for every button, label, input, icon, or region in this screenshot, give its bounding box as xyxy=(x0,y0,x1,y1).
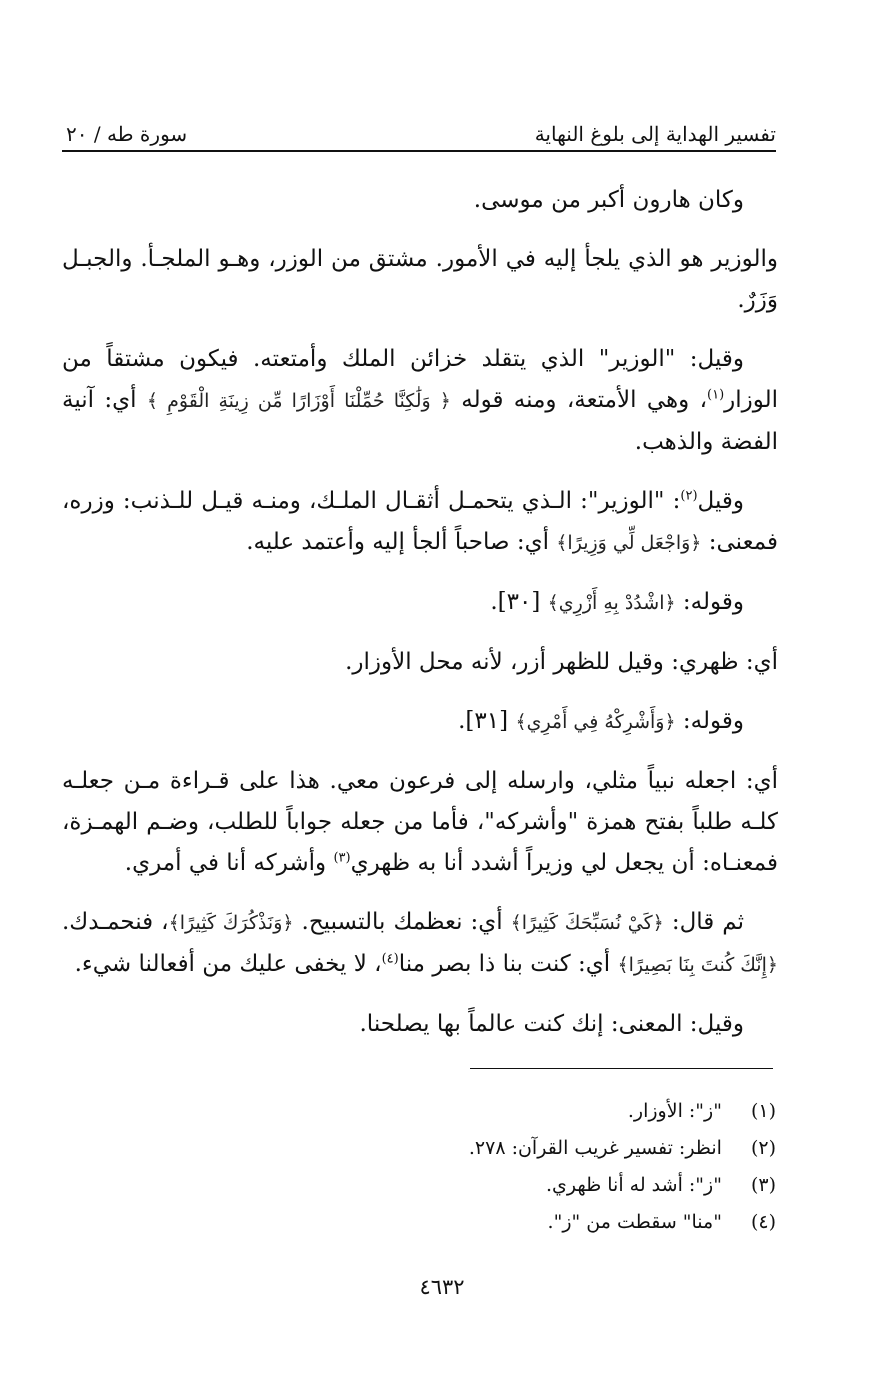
paragraph-3-text-a: وقيل: "الوزير" الذي يتقلد خزائن الملك وأمتعته. فيكون مشتقاً من الوزار xyxy=(62,346,779,413)
paragraph-9 xyxy=(62,902,778,986)
paragraph-7-text-a: وقوله: xyxy=(682,708,744,734)
footnote-2 xyxy=(300,1130,776,1167)
paragraph-4 xyxy=(62,481,778,564)
paragraph-8-text-a: أي: اجعله نبياً مثلي، وارسله إلى فرعون معي. هذا على قـراءة مـن جعلـه كلـه طلباً بفتح همزة "وأشركه"، فأما من جعله جواباً للطلب، وضـم الهمـزة، فمعنـاه: أن يجعل لي وزيراً أشدد أنا به ظهري xyxy=(62,768,778,876)
surah-label: سورة طه / ٢٠ xyxy=(66,122,188,146)
quran-verse: ﴿إِنَّكَ كُنتَ بِنَا بَصِيرًا﴾ xyxy=(617,954,778,976)
quran-verse: ﴿وَنَذْكُرَكَ كَثِيرًا﴾ xyxy=(168,912,294,934)
footnote-number: (١) xyxy=(750,1100,776,1122)
book-title: تفسير الهداية إلى بلوغ النهاية xyxy=(534,122,776,146)
quran-verse: ﴿اشْدُدْ بِهِ أَزْرِي﴾ xyxy=(547,592,676,614)
footnote-divider xyxy=(470,1068,773,1069)
paragraph-9-text-a: ثم قال: xyxy=(671,909,745,935)
footnote-3 xyxy=(300,1167,776,1204)
main-text xyxy=(62,180,779,1037)
paragraph-3-text-c: أي: آنية الفضة والذهب. xyxy=(62,387,778,455)
running-header xyxy=(62,112,776,152)
footnote-text: انظر: تفسير غريب القرآن: ٢٧٨. xyxy=(468,1137,722,1159)
quran-verse: ﴿وَأَشْرِكْهُ فِي أَمْرِي﴾ xyxy=(515,711,676,733)
paragraph-6 xyxy=(62,642,778,683)
paragraph-3-text-b: ، وهي الأمتعة، ومنه قوله xyxy=(461,387,707,413)
footnote-text: "منا" سقطت من "ز". xyxy=(547,1211,722,1233)
footnote-text: "ز": الأوزار. xyxy=(627,1100,722,1122)
paragraph-4-text-c: أي: صاحباً ألجأ إليه وأعتمد عليه. xyxy=(246,529,549,555)
footnote-ref-3: (٣) xyxy=(333,850,351,866)
paragraph-3 xyxy=(62,339,778,463)
verse-number: [٣٠]. xyxy=(490,589,541,615)
paragraph-2-text: والوزير هو الذي يلجأ إليه في الأمور. مشتق من الوزر، وهـو الملجـأ. والجبـل وَزَرٌ. xyxy=(62,246,778,313)
footnote-number: (٤) xyxy=(750,1211,776,1233)
quran-verse: ﴿وَاجْعَل لِّي وَزِيرًا﴾ xyxy=(556,532,702,554)
paragraph-9-text-c: ، فنحمـدك. xyxy=(62,909,169,935)
footnote-ref-2: (٢) xyxy=(680,488,698,504)
footnote-text: "ز": أشد له أنا ظهري. xyxy=(545,1174,722,1196)
paragraph-4-text-b: : "الوزير": الـذي يتحمـل أثقـال الملـك، ومنـه قيـل للـذنب: وزره، فمعنى: xyxy=(62,488,778,555)
paragraph-9-text-d: أي: كنت بنا ذا بصر منا xyxy=(398,951,611,977)
footnote-ref-4: (٤) xyxy=(381,951,399,967)
paragraph-1-text: وكان هارون أكبر من موسى. xyxy=(473,187,744,213)
paragraph-2 xyxy=(62,239,778,321)
quran-verse: ﴿كَيْ نُسَبِّحَكَ كَثِيرًا﴾ xyxy=(510,912,664,934)
paragraph-4-text-a: وقيل xyxy=(697,488,744,514)
paragraph-10 xyxy=(62,1004,778,1045)
paragraph-5 xyxy=(62,582,778,624)
paragraph-1 xyxy=(62,180,778,221)
paragraph-7 xyxy=(62,701,778,743)
paragraph-9-text-e: ، لا يخفى عليك من أفعالنا شيء. xyxy=(74,951,382,977)
verse-number: [٣١]. xyxy=(458,708,509,734)
footnote-number: (٣) xyxy=(750,1174,776,1196)
footnote-number: (٢) xyxy=(750,1137,776,1159)
page-number: ٤٦٣٢ xyxy=(419,1275,465,1299)
paragraph-8-text-b: وأشركه أنا في أمري. xyxy=(124,850,327,876)
paragraph-10-text: وقيل: المعنى: إنك كنت عالماً بها يصلحنا. xyxy=(359,1011,744,1037)
paragraph-9-text-b: أي: نعظمك بالتسبيح. xyxy=(301,909,503,935)
footnotes xyxy=(300,1093,776,1253)
paragraph-6-text: أي: ظهري: وقيل للظهر أزر، لأنه محل الأوزار. xyxy=(345,649,778,675)
footnote-ref-1: (١) xyxy=(707,387,725,403)
paragraph-5-text-a: وقوله: xyxy=(682,589,744,615)
footnote-4 xyxy=(300,1204,776,1241)
quran-verse: ﴿ وَلَٰكِنَّا حُمِّلْنَا أَوْزَارًا مِّن زِينَةِ الْقَوْمِ ﴾ xyxy=(146,390,451,412)
paragraph-8 xyxy=(62,761,778,884)
footnote-1 xyxy=(300,1093,776,1130)
